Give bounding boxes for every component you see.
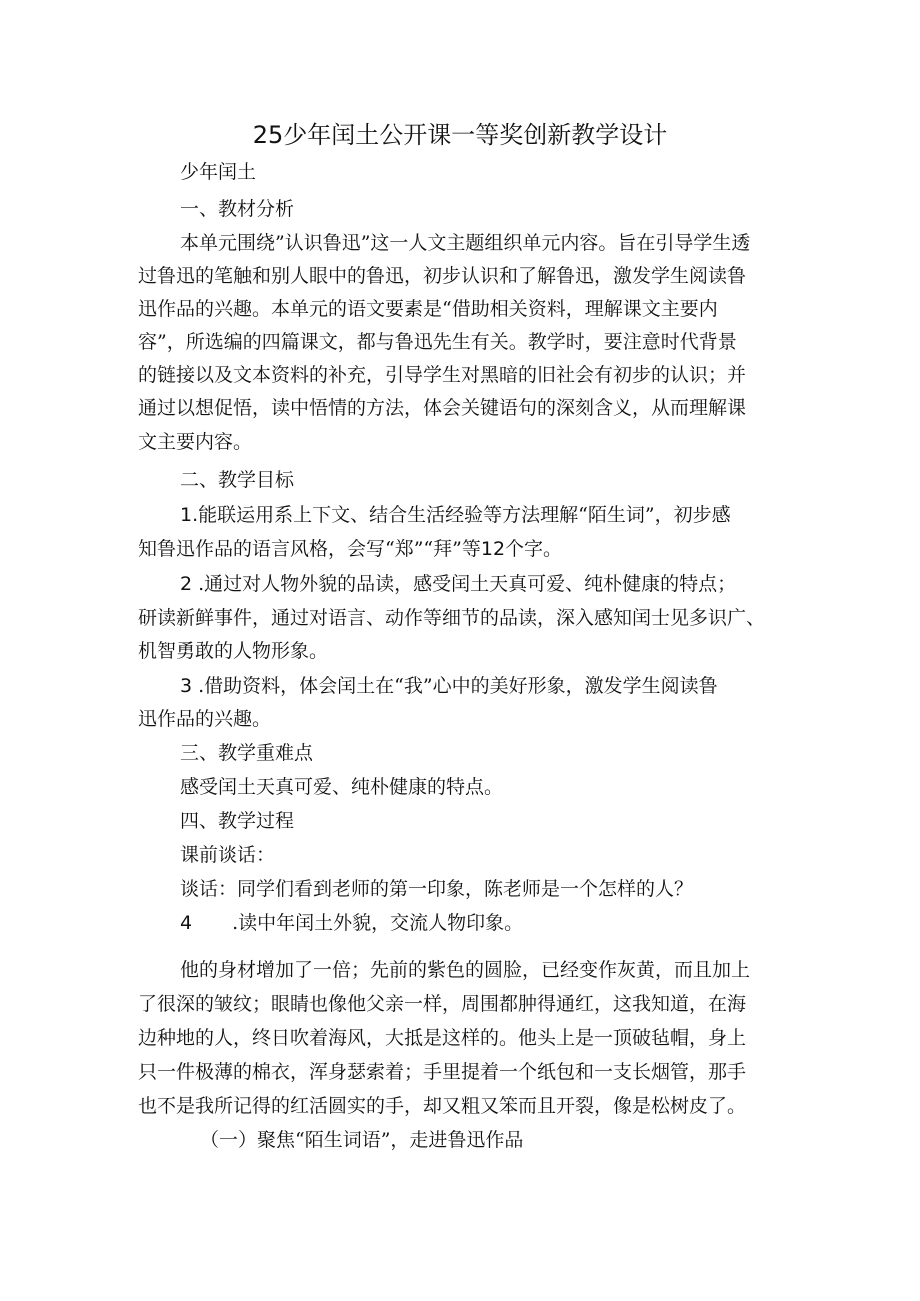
analysis-line: 文主要内容。 (138, 431, 253, 453)
goal-2-number: 2 (180, 573, 193, 595)
goal-2-line (180, 572, 736, 596)
passage-line: 只一件极薄的棉衣，浑身瑟索着；手里提着一个纸包和一支长烟管，那手 (138, 1061, 747, 1083)
section-heading-goals: 二、教学目标 (180, 469, 295, 491)
analysis-line: 本单元围绕”认识鲁迅”这一人文主题组织单元内容。旨在引导学生透 (180, 232, 751, 254)
passage-line: 了很深的皱纹；眼睛也像他父亲一样，周围都肿得通红，这我知道，在海 (138, 993, 747, 1015)
goal-1-number: 1. (180, 504, 199, 526)
section-heading-process: 四、教学过程 (180, 810, 295, 832)
key-points-text: 感受闰土天真可爱、纯朴健康的特点。 (180, 776, 504, 798)
step-4-line (180, 911, 523, 935)
goal-1-text: 能联运用系上下文、结合生活经验等方法理解“陌生词”，初步感 (198, 504, 731, 526)
goal-1-text: 知鲁迅作品的语言风格，会写“郑”“拜”等 (138, 538, 481, 560)
section-heading-analysis: 一、教材分析 (180, 198, 295, 220)
document-title: 25少年闰土公开课一等奖创新教学设计 (252, 121, 668, 149)
step-4-number: 4 (180, 912, 193, 934)
pre-class-talk-label: 课前谈话： (180, 844, 276, 866)
goal-1-text: 个字。 (505, 538, 563, 560)
step-4-text: .读中年闰土外貌，交流人物印象。 (232, 912, 524, 934)
analysis-line: 通过以想促悟，读中悟情的方法，体会关键语句的深刻含义，从而理解课 (138, 397, 747, 419)
goal-3-text: .借助资料，体会闰土在“我”心中的美好形象，激发学生阅读鲁 (198, 675, 718, 697)
goal-1-line (180, 503, 731, 527)
analysis-line: 过鲁迅的笔触和别人眼中的鲁迅，初步认识和了解鲁迅，激发学生阅读鲁 (138, 265, 747, 287)
passage-line: 也不是我所记得的红活圆实的手，却又粗又笨而且开裂，像是松树皮了。 (138, 1095, 747, 1117)
goal-2-line: 研读新鲜事件，通过对语言、动作等细节的品读，深入感知闰士见多识广、 (138, 607, 766, 629)
passage-line: 边种地的人，终日吹着海风，大抵是这样的。他头上是一顶破毡帽，身上 (138, 1027, 747, 1049)
section-heading-key-points: 三、教学重难点 (180, 742, 314, 764)
goal-3-line: 迅作品的兴趣。 (138, 708, 272, 730)
subtitle: 少年闰土 (180, 161, 257, 183)
sub-heading: （一）聚焦“陌生词语”，走进鲁迅作品 (200, 1129, 524, 1151)
goal-2-line: 机智勇敢的人物形象。 (138, 640, 329, 662)
goal-1-line (138, 537, 562, 561)
analysis-line: 的链接以及文本资料的补充，引导学生对黑暗的旧社会有初步的认识；并 (138, 364, 747, 386)
goal-3-line (180, 674, 718, 698)
goal-1-count: 12 (480, 538, 506, 560)
analysis-line: 容”，所选编的四篇课文，都与鲁迅先生有关。教学时，要注意时代背景 (138, 331, 737, 353)
goal-3-number: 3 (180, 675, 193, 697)
analysis-line: 迅作品的兴趣。本单元的语文要素是“借助相关资料，理解课文主要内 (138, 298, 718, 320)
goal-2-text: .通过对人物外貌的品读，感受闰土天真可爱、纯朴健康的特点； (198, 573, 737, 595)
talk-text: 谈话：同学们看到老师的第一印象，陈老师是一个怎样的人？ (180, 878, 694, 900)
passage-line: 他的身材增加了一倍；先前的紫色的圆脸，已经变作灰黄，而且加上 (180, 959, 751, 981)
